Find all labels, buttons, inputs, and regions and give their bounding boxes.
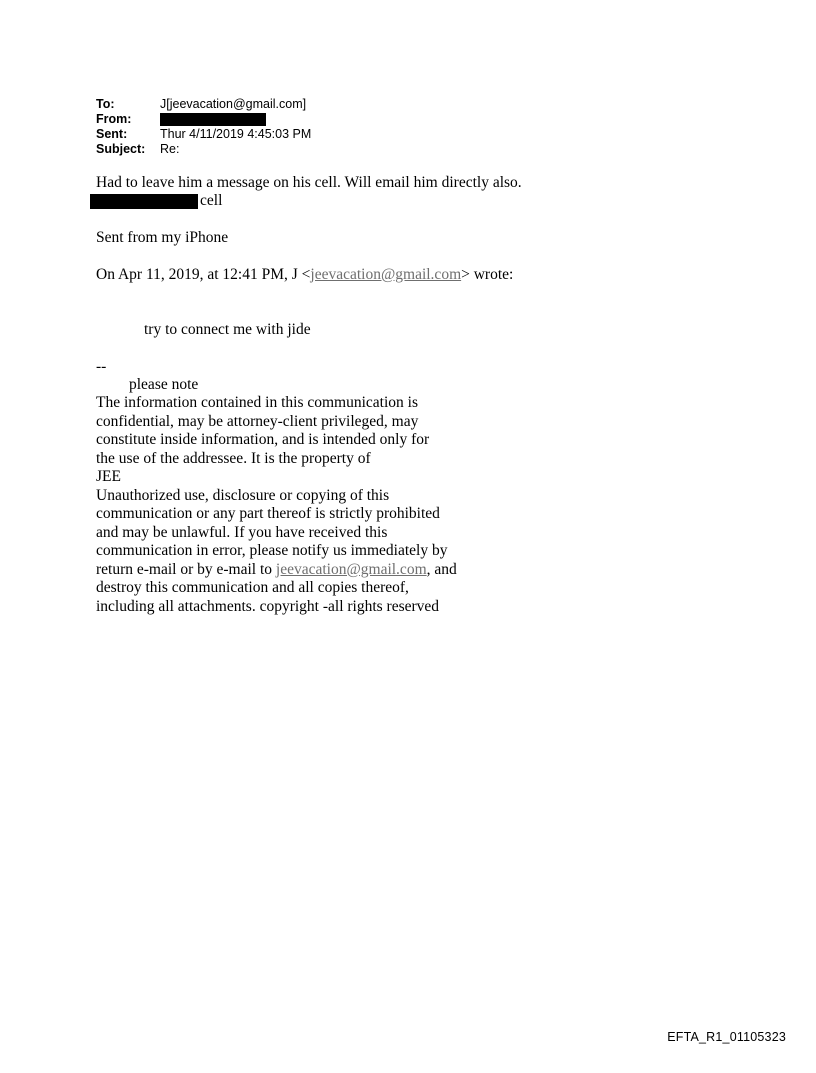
disclaimer-line: and may be unlawful. If you have received this xyxy=(96,523,388,541)
disclaimer-line: destroy this communication and all copies thereof, xyxy=(96,579,409,596)
document-id: EFTA_R1_01105323 xyxy=(667,1030,786,1044)
disclaimer-line: constitute inside information, and is intended only for xyxy=(96,431,430,448)
sent-row xyxy=(96,127,311,142)
from-row xyxy=(96,112,311,127)
disclaimer-line: Unauthorized use, disclosure or copying of this xyxy=(96,486,390,504)
quote-intro xyxy=(96,266,513,285)
disclaimer-line: communication in error, please notify us immediately by xyxy=(96,542,448,559)
disclaimer-line: confidential, may be attorney-client privileged, may xyxy=(96,412,419,430)
disclaimer-line-10-post: , and xyxy=(426,560,457,578)
to-label: To: xyxy=(96,97,115,111)
disclaimer-line: The information contained in this communication is xyxy=(96,394,418,411)
quote-intro-pre: On Apr 11, 2019, at 12:41 PM, J < xyxy=(96,266,311,283)
disclaimer-line: including all attachments. copyright -all rights reserved xyxy=(96,597,440,615)
sent-value: Thur 4/11/2019 4:45:03 PM xyxy=(160,127,312,141)
quoted-message: try to connect me with jide xyxy=(144,321,311,338)
subject-row xyxy=(96,142,311,157)
quote-intro-post: > wrote: xyxy=(461,266,514,283)
disclaimer-line xyxy=(96,561,457,580)
from-label: From: xyxy=(96,112,132,126)
please-note: please note xyxy=(129,376,199,393)
disclaimer-line: JEE xyxy=(96,468,121,485)
disclaimer-line: communication or any part thereof is strictly prohibited xyxy=(96,505,440,522)
iphone-signature: Sent from my iPhone xyxy=(96,229,229,246)
signature-separator: -- xyxy=(96,358,107,375)
quote-email-link[interactable]: jeevacation@gmail.com xyxy=(310,266,462,283)
to-row xyxy=(96,97,311,112)
email-header xyxy=(96,97,311,157)
phone-redaction xyxy=(90,194,198,209)
to-value: J[jeevacation@gmail.com] xyxy=(160,97,307,111)
from-redaction xyxy=(160,113,266,126)
disclaimer-line: the use of the addressee. It is the property of xyxy=(96,449,371,467)
disclaimer-line-10-pre: return e-mail or by e-mail to xyxy=(96,560,276,578)
sent-label: Sent: xyxy=(96,127,128,141)
reply-line-2-suffix: cell xyxy=(200,192,223,209)
disclaimer-email-link[interactable]: jeevacation@gmail.com xyxy=(275,560,427,578)
subject-value: Re: xyxy=(160,142,180,156)
reply-line-1: Had to leave him a message on his cell. Will email him directly also. xyxy=(96,174,522,191)
subject-label: Subject: xyxy=(96,142,146,156)
